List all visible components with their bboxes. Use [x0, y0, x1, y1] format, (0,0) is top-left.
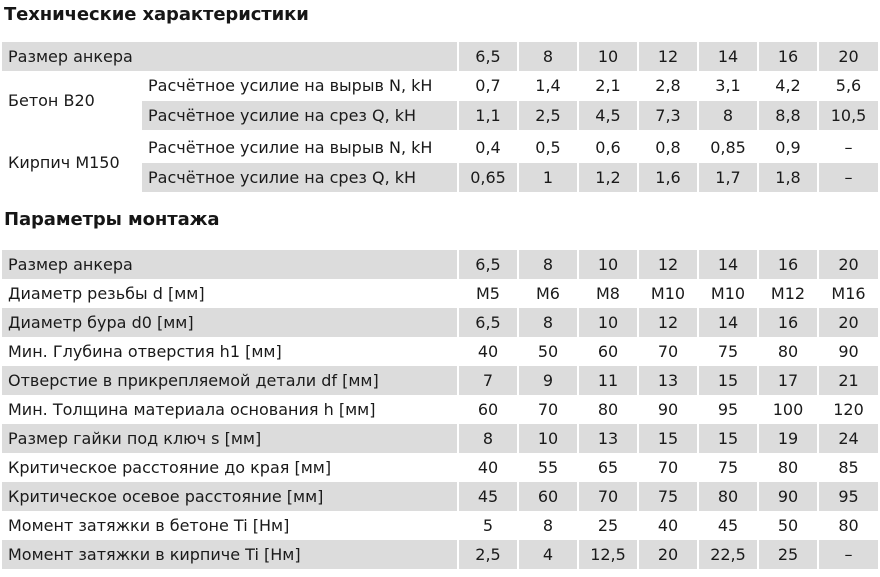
row-label: Диаметр резьбы d [мм]	[8, 284, 205, 303]
mount-row	[2, 540, 878, 569]
value-cell: 15	[698, 424, 758, 453]
value-cell: 70	[638, 453, 698, 482]
spec-row	[2, 132, 878, 163]
row-label: Мин. Толщина материала основания h [мм]	[8, 400, 376, 419]
row-label: Размер гайки под ключ s [мм]	[2, 424, 458, 453]
value-cell: 90	[638, 395, 698, 424]
row-label: Отверстие в прикрепляемой детали df [мм]	[2, 366, 458, 395]
value-cell: 13	[638, 366, 698, 395]
value-cell: 8	[518, 308, 578, 337]
mount-row	[2, 482, 878, 511]
value-cell: 45	[458, 482, 518, 511]
value-cell: 1,8	[758, 163, 818, 193]
row-label: Размер анкера	[2, 250, 458, 279]
value-cell: 0,8	[638, 132, 698, 163]
spec-title: Технические характеристики	[4, 4, 309, 25]
value-cell: 11	[578, 366, 638, 395]
mount-header-row	[2, 250, 878, 279]
value-cell: 3,1	[698, 71, 758, 101]
value-cell: M10	[698, 279, 758, 308]
value-cell: 40	[638, 511, 698, 540]
value-cell: M16	[818, 279, 878, 308]
mount-row	[2, 511, 878, 540]
value-cell: 0,6	[578, 132, 638, 163]
mount-title: Параметры монтажа	[4, 209, 220, 230]
value-cell: 80	[758, 337, 818, 366]
mount-table	[2, 250, 878, 569]
row-label: Критическое расстояние до края [мм]	[8, 458, 332, 477]
value-cell: M10	[638, 279, 698, 308]
value-cell: 6,5	[458, 308, 518, 337]
value-cell: 1,2	[578, 163, 638, 193]
value-cell: 12	[638, 250, 698, 279]
value-cell: 8,8	[758, 101, 818, 132]
value-cell: 13	[578, 424, 638, 453]
mount-row	[2, 395, 878, 424]
row-label: Мин. Глубина отверстия h1 [мм]	[8, 342, 282, 361]
value-cell: 4,2	[758, 71, 818, 101]
value-cell: 2,5	[458, 540, 518, 569]
value-cell: 2,8	[638, 71, 698, 101]
row-label: Расчётное усилие на срез Q, kH	[142, 163, 458, 193]
value-cell: 16	[758, 308, 818, 337]
value-cell: 2,5	[518, 101, 578, 132]
value-cell: 1,4	[518, 71, 578, 101]
value-cell: 50	[758, 511, 818, 540]
value-cell: 7,3	[638, 101, 698, 132]
value-cell: 12	[638, 308, 698, 337]
value-cell: 65	[578, 453, 638, 482]
size-cell: 14	[698, 42, 758, 71]
row-label: Расчётное усилие на срез Q, kH	[142, 101, 458, 132]
value-cell: 6,5	[458, 250, 518, 279]
value-cell: 5	[458, 511, 518, 540]
value-cell: 25	[758, 540, 818, 569]
value-cell: M8	[578, 279, 638, 308]
value-cell: 100	[758, 395, 818, 424]
size-cell: 10	[578, 42, 638, 71]
spec-table	[2, 42, 878, 192]
row-label: Критическое осевое расстояние [мм]	[2, 482, 458, 511]
spec-header-label: Размер анкера	[2, 42, 458, 71]
value-cell: 17	[758, 366, 818, 395]
row-label: Момент затяжки в бетоне Ti [Нм]	[8, 516, 290, 535]
row-label: Диаметр бура d0 [мм]	[2, 308, 458, 337]
value-cell: 22,5	[698, 540, 758, 569]
value-cell: 90	[758, 482, 818, 511]
value-cell: 8	[698, 101, 758, 132]
value-cell: 120	[818, 395, 878, 424]
value-cell: 1,6	[638, 163, 698, 193]
value-cell: –	[818, 163, 878, 193]
value-cell: 2,1	[578, 71, 638, 101]
value-cell: 45	[698, 511, 758, 540]
value-cell: 40	[458, 453, 518, 482]
group-label: Кирпич М150	[2, 132, 142, 193]
value-cell: 60	[458, 395, 518, 424]
value-cell: 0,9	[758, 132, 818, 163]
spec-header-row	[2, 42, 878, 71]
value-cell: 21	[818, 366, 878, 395]
value-cell: 20	[818, 250, 878, 279]
value-cell: 90	[818, 337, 878, 366]
value-cell: 80	[698, 482, 758, 511]
value-cell: 60	[578, 337, 638, 366]
value-cell: 4	[518, 540, 578, 569]
value-cell: 1	[518, 163, 578, 193]
value-cell: 12,5	[578, 540, 638, 569]
value-cell: 8	[458, 424, 518, 453]
value-cell: 0,7	[458, 71, 518, 101]
value-cell: –	[818, 540, 878, 569]
value-cell: 14	[698, 250, 758, 279]
spec-row	[2, 71, 878, 101]
value-cell: 80	[578, 395, 638, 424]
value-cell: 70	[578, 482, 638, 511]
value-cell: 0,4	[458, 132, 518, 163]
value-cell: 70	[638, 337, 698, 366]
value-cell: 40	[458, 337, 518, 366]
row-label: Расчётное усилие на вырыв N, kH	[142, 132, 458, 163]
value-cell: 70	[518, 395, 578, 424]
mount-row	[2, 366, 878, 395]
value-cell: 95	[698, 395, 758, 424]
value-cell: 16	[758, 250, 818, 279]
value-cell: 4,5	[578, 101, 638, 132]
mount-row	[2, 453, 878, 482]
value-cell: 10	[578, 250, 638, 279]
value-cell: M12	[758, 279, 818, 308]
value-cell: 20	[638, 540, 698, 569]
value-cell: 0,65	[458, 163, 518, 193]
value-cell: M6	[518, 279, 578, 308]
value-cell: 24	[818, 424, 878, 453]
value-cell: 14	[698, 308, 758, 337]
value-cell: 5,6	[818, 71, 878, 101]
mount-row	[2, 337, 878, 366]
value-cell: 15	[638, 424, 698, 453]
mount-row	[2, 424, 878, 453]
value-cell: 85	[818, 453, 878, 482]
value-cell: 80	[758, 453, 818, 482]
size-cell: 12	[638, 42, 698, 71]
value-cell: 19	[758, 424, 818, 453]
value-cell: 75	[698, 453, 758, 482]
value-cell: 50	[518, 337, 578, 366]
value-cell: 60	[518, 482, 578, 511]
value-cell: 1,7	[698, 163, 758, 193]
value-cell: 0,5	[518, 132, 578, 163]
size-cell: 6,5	[458, 42, 518, 71]
value-cell: 55	[518, 453, 578, 482]
value-cell: 80	[818, 511, 878, 540]
value-cell: 8	[518, 511, 578, 540]
mount-row	[2, 279, 878, 308]
value-cell: 7	[458, 366, 518, 395]
value-cell: 10	[578, 308, 638, 337]
value-cell: 1,1	[458, 101, 518, 132]
value-cell: 75	[698, 337, 758, 366]
row-label: Расчётное усилие на вырыв N, kH	[148, 76, 433, 95]
row-label: Момент затяжки в кирпиче Ti [Нм]	[2, 540, 458, 569]
value-cell: 25	[578, 511, 638, 540]
value-cell: 0,85	[698, 132, 758, 163]
size-cell: 20	[818, 42, 878, 71]
value-cell: M5	[458, 279, 518, 308]
value-cell: 10	[518, 424, 578, 453]
value-cell: 15	[698, 366, 758, 395]
value-cell: 75	[638, 482, 698, 511]
value-cell: 20	[818, 308, 878, 337]
value-cell: –	[818, 132, 878, 163]
mount-row	[2, 308, 878, 337]
size-cell: 8	[518, 42, 578, 71]
value-cell: 10,5	[818, 101, 878, 132]
size-cell: 16	[758, 42, 818, 71]
value-cell: 95	[818, 482, 878, 511]
group-label: Бетон В20	[8, 91, 95, 110]
value-cell: 8	[518, 250, 578, 279]
value-cell: 9	[518, 366, 578, 395]
